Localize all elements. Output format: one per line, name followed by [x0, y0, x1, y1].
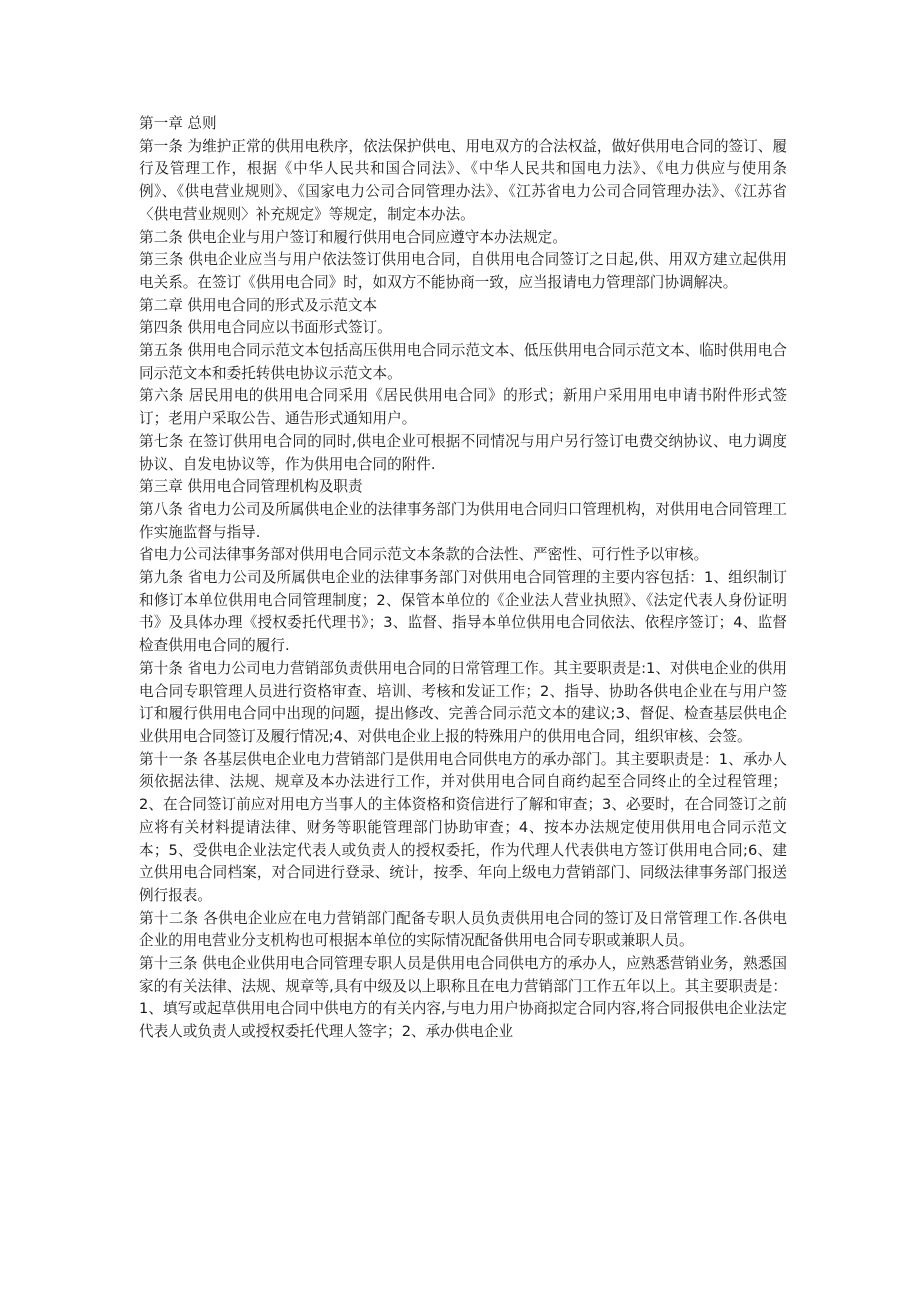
document-body: [139, 113, 787, 1044]
chapter-heading: 第一章 总则: [139, 115, 217, 132]
article-paragraph: 第二条 供电企业与用户签订和履行供用电合同应遵守本办法规定。: [139, 228, 567, 246]
article-paragraph: 第六条 居民用电的供用电合同采用《居民供用电合同》的形式；新用户采用用电申请书附件形式签订；老用户采取公告、通告形式通知用户。: [139, 387, 787, 428]
chapter-heading: 第二章 供用电合同的形式及示范文本: [139, 296, 378, 314]
article-paragraph: 第三条 供电企业应当与用户依法签订供用电合同，自供用电合同签订之日起,供、用双方建立起供用电关系。在签订《供用电合同》时，如双方不能协商一致，应当报请电力管理部门协调解决。: [139, 251, 787, 291]
chapter-heading: 第三章 供用电合同管理机构及职责: [139, 478, 363, 496]
article-paragraph: 第四条 供用电合同应以书面形式签订。: [139, 319, 392, 337]
article-paragraph: 第九条 省电力公司及所属供电企业的法律事务部门对供用电合同管理的主要内容包括：1、组织制订和修订本单位供用电合同管理制度；2、保管本单位的《企业法人营业执照》、《法定代表人身份证明书》及具体办理《授权委托代理书》；3、监督、指导本单位供用电合同依法、依程序签订；4、监督检查供用电合同的履行.: [139, 569, 787, 655]
article-paragraph: 第十三条 供电企业供用电合同管理专职人员是供用电合同供电方的承办人，应熟悉营销业务，熟悉国家的有关法律、法规、规章等,具有中级及以上职称且在电力营销部门工作五年以上。其主要职责是：1、填写或起草供用电合同中供电方的有关内容,与电力用户协商拟定合同内容,将合同报供电企业法定代表人或负责人或授权委托代理人签字；2、承办供电企业: [139, 955, 787, 1041]
article-paragraph: 第十条 省电力公司电力营销部负责供用电合同的日常管理工作。其主要职责是:1、对供电企业的供用电合同专职管理人员进行资格审查、培训、考核和发证工作；2、指导、协助各供电企业在与用户签订和履行供用电合同中出现的问题，提出修改、完善合同示范文本的建议;3、督促、检查基层供电企业供用电合同签订及履行情况;4、对供电企业上报的特殊用户的供用电合同，组织审核、会签。: [139, 659, 787, 745]
article-paragraph: 第十二条 各供电企业应在电力营销部门配备专职人员负责供用电合同的签订及日常管理工作.各供电企业的用电营业分支机构也可根据本单位的实际情况配备供用电合同专职或兼职人员。: [139, 909, 787, 950]
article-paragraph: 第七条 在签订供用电合同的同时,供电企业可根据不同情况与用户另行签订电费交纳协议、电力调度协议、自发电协议等，作为供用电合同的附件.: [139, 432, 787, 473]
article-paragraph: 第五条 供用电合同示范文本包括高压供用电合同示范文本、低压供用电合同示范文本、临时供用电合同示范文本和委托转供电协议示范文本。: [139, 342, 787, 382]
article-paragraph: 第十一条 各基层供电企业电力营销部门是供用电合同供电方的承办部门。其主要职责是：1、承办人须依据法律、法规、规章及本办法进行工作，并对供用电合同自商约起至合同终止的全过程管理；2、在合同签订前应对用电方当事人的主体资格和资信进行了解和审查；3、必要时，在合同签订之前应将有关材料提请法律、财务等职能管理部门协助审查；4、按本办法规定使用供用电合同示范文本；5、受供电企业法定代表人或负责人的授权委托，作为代理人代表供电方签订供用电合同;6、建立供用电合同档案，对合同进行登录、统计，按季、年向上级电力营销部门、同级法律事务部门报送例行报表。: [139, 750, 787, 904]
article-paragraph: 第一条 为维护正常的供用电秩序，依法保护供电、用电双方的合法权益，做好供用电合同的签订、履行及管理工作，根据《中华人民共和国合同法》、《中华人民共和国电力法》、《电力供应与使用条例》、《供电营业规则》、《国家电力公司合同管理办法》、《江苏省电力公司合同管理办法》、《江苏省〈供电营业规则〉补充规定》等规定，制定本办法。: [139, 137, 787, 223]
article-paragraph: 第八条 省电力公司及所属供电企业的法律事务部门为供用电合同归口管理机构，对供用电合同管理工作实施监督与指导.: [139, 500, 787, 541]
article-paragraph: 省电力公司法律事务部对供用电合同示范文本条款的合法性、严密性、可行性予以审核。: [139, 546, 709, 564]
